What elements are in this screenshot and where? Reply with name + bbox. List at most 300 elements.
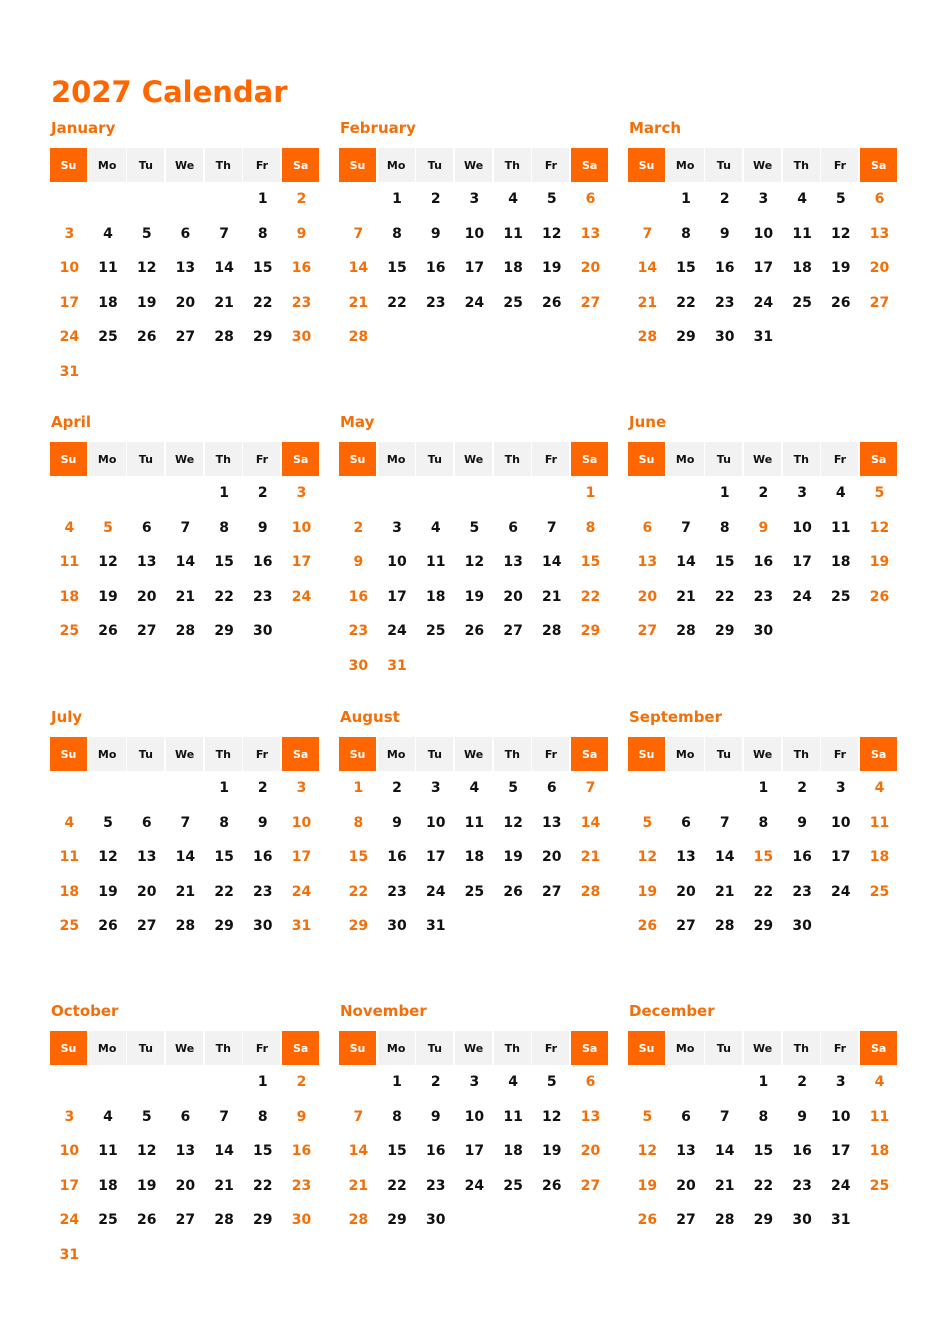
day-cell: 27	[136, 918, 157, 935]
day-cell: 29	[714, 623, 735, 640]
day-cell: 30	[387, 918, 407, 935]
day-cell: 21	[348, 1177, 369, 1194]
day-cell: 11	[59, 849, 80, 866]
day-cell: 21	[175, 883, 196, 900]
day-cell: 4	[430, 519, 441, 536]
weekday-header-tu: Tu	[416, 737, 453, 771]
day-blank	[166, 1065, 205, 1100]
day-cell: 10	[753, 225, 774, 242]
day-cell: 15	[676, 260, 696, 277]
day-cell: 3	[430, 780, 441, 797]
day-cell: 27	[175, 1212, 196, 1229]
weekday-header-mo: Mo	[378, 1031, 415, 1065]
day-cell: 8	[219, 519, 229, 536]
day-cell: 19	[542, 260, 562, 277]
day-cell: 22	[214, 588, 234, 605]
day-blank	[339, 182, 378, 217]
day-cell: 9	[430, 225, 441, 242]
weekday-header-row	[339, 442, 610, 476]
day-cell: 22	[676, 294, 696, 311]
day-blank	[205, 1065, 244, 1100]
day-blank	[89, 1065, 128, 1100]
weekday-header-tu: Tu	[705, 1031, 742, 1065]
day-cell: 23	[348, 623, 369, 640]
day-cell: 16	[792, 1143, 812, 1160]
day-cell: 26	[98, 623, 118, 640]
day-cell: 17	[425, 849, 446, 866]
month-november	[339, 1002, 610, 1238]
weekday-header-mo: Mo	[89, 148, 126, 182]
day-blank	[50, 182, 89, 217]
day-cell: 7	[719, 814, 730, 831]
day-cell: 29	[580, 623, 601, 640]
day-cell: 4	[103, 1108, 113, 1125]
day-cell: 30	[291, 1212, 312, 1229]
day-cell: 16	[714, 260, 735, 277]
month-name: August	[340, 708, 400, 726]
weekday-header-row	[628, 148, 899, 182]
weekday-header-we: We	[166, 737, 203, 771]
day-cell: 13	[637, 554, 658, 571]
weekday-header-row	[50, 1031, 321, 1065]
day-cell: 16	[253, 554, 273, 571]
day-cell: 6	[546, 780, 557, 797]
weekday-header-su: Su	[628, 148, 665, 182]
day-cell: 26	[136, 1212, 157, 1229]
day-cell: 5	[469, 519, 480, 536]
day-grid	[628, 771, 899, 944]
month-name: June	[629, 413, 667, 431]
day-cell: 16	[425, 260, 446, 277]
weekday-header-we: We	[744, 1031, 781, 1065]
day-blank	[628, 182, 667, 217]
day-cell: 11	[869, 814, 890, 831]
day-cell: 29	[753, 918, 774, 935]
day-cell: 8	[585, 519, 596, 536]
day-cell: 11	[98, 260, 118, 277]
day-cell: 4	[508, 191, 518, 208]
day-cell: 31	[291, 918, 312, 935]
day-cell: 12	[98, 849, 118, 866]
day-cell: 21	[175, 588, 196, 605]
day-grid	[628, 182, 899, 355]
day-cell: 26	[637, 918, 658, 935]
day-cell: 15	[753, 849, 774, 866]
weekday-header-fr: Fr	[243, 442, 280, 476]
day-cell: 20	[676, 883, 696, 900]
day-blank	[628, 1065, 667, 1100]
weekday-header-sa: Sa	[282, 148, 319, 182]
day-cell: 14	[214, 1143, 234, 1160]
day-cell: 30	[753, 623, 774, 640]
day-cell: 7	[219, 1108, 229, 1125]
weekday-header-row	[50, 148, 321, 182]
day-cell: 10	[291, 519, 312, 536]
day-cell: 1	[219, 485, 229, 502]
day-cell: 17	[464, 1143, 485, 1160]
day-cell: 25	[792, 294, 812, 311]
day-cell: 23	[425, 1177, 446, 1194]
weekday-header-mo: Mo	[378, 442, 415, 476]
weekday-header-mo: Mo	[667, 148, 704, 182]
weekday-header-sa: Sa	[860, 148, 897, 182]
weekday-header-fr: Fr	[243, 1031, 280, 1065]
day-cell: 28	[348, 329, 369, 346]
weekday-header-mo: Mo	[667, 1031, 704, 1065]
weekday-header-su: Su	[50, 737, 87, 771]
day-blank	[89, 182, 128, 217]
weekday-header-tu: Tu	[705, 442, 742, 476]
day-cell: 27	[136, 623, 157, 640]
weekday-header-mo: Mo	[89, 442, 126, 476]
day-cell: 25	[831, 588, 851, 605]
day-cell: 3	[64, 225, 75, 242]
day-cell: 15	[580, 554, 601, 571]
day-cell: 25	[98, 329, 118, 346]
day-cell: 10	[792, 519, 812, 536]
day-cell: 11	[792, 225, 812, 242]
day-grid	[50, 182, 321, 389]
weekday-header-fr: Fr	[243, 148, 280, 182]
day-cell: 5	[835, 191, 846, 208]
day-cell: 30	[714, 329, 735, 346]
day-cell: 29	[253, 329, 273, 346]
weekday-header-th: Th	[783, 1031, 820, 1065]
day-cell: 26	[637, 1212, 658, 1229]
day-cell: 27	[637, 623, 658, 640]
day-cell: 13	[175, 1143, 196, 1160]
day-cell: 25	[425, 623, 446, 640]
weekday-header-row	[628, 737, 899, 771]
weekday-header-row	[628, 1031, 899, 1065]
month-name: October	[51, 1002, 119, 1020]
day-cell: 28	[637, 329, 658, 346]
day-cell: 1	[758, 1074, 769, 1091]
day-cell: 25	[59, 623, 80, 640]
day-cell: 5	[642, 1108, 653, 1125]
day-cell: 17	[59, 294, 80, 311]
day-cell: 21	[676, 588, 696, 605]
day-cell: 5	[546, 1074, 557, 1091]
weekday-header-fr: Fr	[243, 737, 280, 771]
day-cell: 23	[753, 588, 774, 605]
day-cell: 25	[98, 1212, 118, 1229]
day-cell: 26	[869, 588, 890, 605]
day-cell: 27	[676, 1212, 696, 1229]
day-blank	[127, 771, 166, 806]
day-cell: 11	[503, 225, 523, 242]
day-cell: 6	[681, 814, 691, 831]
day-cell: 15	[387, 1143, 407, 1160]
weekday-header-su: Su	[628, 442, 665, 476]
weekday-header-we: We	[455, 442, 492, 476]
weekday-header-fr: Fr	[532, 737, 569, 771]
day-cell: 14	[348, 1143, 369, 1160]
day-cell: 29	[753, 1212, 774, 1229]
day-cell: 23	[792, 1177, 812, 1194]
day-cell: 14	[175, 849, 196, 866]
day-cell: 17	[59, 1177, 80, 1194]
day-cell: 24	[831, 883, 851, 900]
day-cell: 12	[637, 849, 658, 866]
day-cell: 19	[637, 1177, 658, 1194]
day-cell: 23	[714, 294, 735, 311]
day-cell: 7	[353, 1108, 364, 1125]
day-cell: 20	[175, 1177, 196, 1194]
day-cell: 2	[257, 485, 268, 502]
weekday-header-su: Su	[50, 148, 87, 182]
day-cell: 10	[831, 1108, 851, 1125]
day-cell: 12	[542, 225, 562, 242]
day-cell: 27	[869, 294, 890, 311]
day-grid	[628, 1065, 899, 1238]
weekday-header-sa: Sa	[282, 442, 319, 476]
day-cell: 24	[464, 1177, 485, 1194]
day-blank	[416, 476, 455, 511]
weekday-header-fr: Fr	[821, 737, 858, 771]
day-cell: 30	[253, 918, 273, 935]
day-cell: 3	[835, 780, 846, 797]
day-cell: 24	[291, 588, 312, 605]
day-cell: 14	[580, 814, 601, 831]
day-cell: 5	[141, 225, 152, 242]
day-cell: 24	[753, 294, 774, 311]
day-cell: 11	[869, 1108, 890, 1125]
day-cell: 18	[59, 588, 80, 605]
day-cell: 9	[797, 1108, 807, 1125]
day-cell: 4	[797, 191, 807, 208]
weekday-header-mo: Mo	[89, 737, 126, 771]
day-cell: 20	[542, 849, 562, 866]
day-cell: 1	[681, 191, 691, 208]
weekday-header-su: Su	[628, 1031, 665, 1065]
day-cell: 2	[392, 780, 402, 797]
day-cell: 14	[714, 849, 735, 866]
day-cell: 7	[585, 780, 596, 797]
day-cell: 25	[503, 1177, 523, 1194]
day-cell: 30	[291, 329, 312, 346]
weekday-header-mo: Mo	[89, 1031, 126, 1065]
weekday-header-fr: Fr	[821, 148, 858, 182]
weekday-header-su: Su	[339, 442, 376, 476]
day-cell: 4	[874, 1074, 885, 1091]
day-cell: 18	[98, 294, 118, 311]
day-grid	[50, 1065, 321, 1272]
weekday-header-sa: Sa	[860, 442, 897, 476]
weekday-header-row	[339, 737, 610, 771]
day-cell: 27	[676, 918, 696, 935]
day-cell: 26	[831, 294, 851, 311]
day-cell: 4	[835, 485, 846, 502]
day-cell: 25	[503, 294, 523, 311]
day-cell: 12	[831, 225, 851, 242]
day-cell: 2	[719, 191, 730, 208]
weekday-header-th: Th	[783, 737, 820, 771]
weekday-header-sa: Sa	[860, 1031, 897, 1065]
day-cell: 23	[253, 588, 273, 605]
day-cell: 29	[214, 918, 234, 935]
weekday-header-row	[339, 1031, 610, 1065]
day-cell: 26	[542, 294, 562, 311]
month-name: January	[51, 119, 116, 137]
day-cell: 18	[503, 260, 523, 277]
day-cell: 14	[542, 554, 562, 571]
day-blank	[339, 476, 378, 511]
weekday-header-th: Th	[494, 442, 531, 476]
day-cell: 30	[792, 918, 812, 935]
day-cell: 10	[291, 814, 312, 831]
day-cell: 9	[797, 814, 807, 831]
day-cell: 2	[758, 485, 769, 502]
day-cell: 24	[291, 883, 312, 900]
day-cell: 1	[353, 780, 364, 797]
day-cell: 8	[353, 814, 364, 831]
day-blank	[705, 1065, 744, 1100]
day-cell: 25	[59, 918, 80, 935]
day-cell: 31	[831, 1212, 851, 1229]
day-cell: 3	[469, 1074, 480, 1091]
month-october	[50, 1002, 321, 1272]
month-september	[628, 708, 899, 944]
day-cell: 27	[580, 1177, 601, 1194]
day-cell: 14	[714, 1143, 735, 1160]
day-cell: 4	[469, 780, 480, 797]
day-cell: 2	[430, 191, 441, 208]
weekday-header-we: We	[166, 148, 203, 182]
day-cell: 2	[430, 1074, 441, 1091]
day-cell: 28	[542, 623, 562, 640]
day-cell: 30	[348, 657, 369, 674]
day-cell: 12	[503, 814, 523, 831]
day-cell: 8	[758, 814, 769, 831]
day-cell: 8	[257, 225, 268, 242]
day-cell: 22	[348, 883, 369, 900]
weekday-header-we: We	[744, 737, 781, 771]
day-cell: 6	[141, 519, 152, 536]
weekday-header-tu: Tu	[416, 442, 453, 476]
month-july	[50, 708, 321, 944]
day-cell: 26	[542, 1177, 562, 1194]
weekday-header-row	[50, 737, 321, 771]
day-cell: 1	[219, 780, 229, 797]
day-cell: 26	[464, 623, 485, 640]
day-cell: 24	[59, 1212, 80, 1229]
day-cell: 25	[869, 883, 890, 900]
weekday-header-fr: Fr	[532, 442, 569, 476]
day-cell: 15	[214, 849, 234, 866]
weekday-header-fr: Fr	[532, 148, 569, 182]
day-cell: 5	[546, 191, 557, 208]
day-cell: 14	[676, 554, 696, 571]
day-grid	[339, 771, 610, 944]
day-grid	[339, 1065, 610, 1238]
day-cell: 14	[637, 260, 658, 277]
day-cell: 20	[637, 588, 658, 605]
day-cell: 20	[869, 260, 890, 277]
day-cell: 17	[831, 849, 851, 866]
day-blank	[89, 476, 128, 511]
day-cell: 7	[642, 225, 653, 242]
weekday-header-row	[628, 442, 899, 476]
day-cell: 12	[542, 1108, 562, 1125]
day-cell: 19	[503, 849, 523, 866]
day-blank	[378, 476, 417, 511]
day-cell: 31	[753, 329, 774, 346]
day-cell: 2	[296, 1074, 307, 1091]
day-cell: 11	[503, 1108, 523, 1125]
day-cell: 11	[464, 814, 485, 831]
weekday-header-fr: Fr	[821, 442, 858, 476]
weekday-header-tu: Tu	[416, 148, 453, 182]
day-cell: 23	[425, 294, 446, 311]
weekday-header-th: Th	[205, 1031, 242, 1065]
day-cell: 31	[59, 1246, 80, 1263]
weekday-header-we: We	[455, 148, 492, 182]
day-cell: 13	[580, 1108, 601, 1125]
day-cell: 26	[136, 329, 157, 346]
day-blank	[494, 476, 533, 511]
weekday-header-tu: Tu	[127, 148, 164, 182]
day-cell: 20	[136, 588, 157, 605]
weekday-header-tu: Tu	[705, 148, 742, 182]
day-cell: 6	[874, 191, 885, 208]
day-cell: 9	[430, 1108, 441, 1125]
day-cell: 17	[753, 260, 774, 277]
day-cell: 17	[831, 1143, 851, 1160]
day-cell: 12	[136, 260, 157, 277]
day-cell: 1	[585, 485, 596, 502]
day-cell: 11	[98, 1143, 118, 1160]
weekday-header-th: Th	[205, 737, 242, 771]
day-cell: 4	[508, 1074, 518, 1091]
day-cell: 16	[253, 849, 273, 866]
day-cell: 7	[219, 225, 229, 242]
day-cell: 15	[214, 554, 234, 571]
day-cell: 24	[792, 588, 812, 605]
weekday-header-su: Su	[50, 1031, 87, 1065]
day-cell: 20	[580, 1143, 601, 1160]
day-cell: 5	[103, 814, 113, 831]
day-cell: 6	[585, 1074, 596, 1091]
day-blank	[50, 1065, 89, 1100]
month-august	[339, 708, 610, 944]
weekday-header-mo: Mo	[667, 737, 704, 771]
day-cell: 30	[792, 1212, 812, 1229]
day-cell: 3	[64, 1108, 75, 1125]
day-cell: 23	[291, 1177, 312, 1194]
day-cell: 31	[387, 657, 407, 674]
day-cell: 8	[758, 1108, 769, 1125]
day-cell: 6	[681, 1108, 691, 1125]
weekday-header-row	[50, 442, 321, 476]
day-cell: 19	[831, 260, 851, 277]
day-cell: 3	[835, 1074, 846, 1091]
day-cell: 1	[719, 485, 730, 502]
day-cell: 27	[542, 883, 562, 900]
month-name: May	[340, 413, 375, 431]
day-cell: 24	[425, 883, 446, 900]
day-cell: 29	[387, 1212, 407, 1229]
day-cell: 2	[257, 780, 268, 797]
day-cell: 5	[508, 780, 518, 797]
day-cell: 21	[214, 294, 234, 311]
day-cell: 6	[180, 225, 191, 242]
day-cell: 23	[253, 883, 273, 900]
day-cell: 18	[503, 1143, 523, 1160]
weekday-header-th: Th	[205, 442, 242, 476]
day-cell: 23	[387, 883, 407, 900]
day-cell: 8	[219, 814, 229, 831]
